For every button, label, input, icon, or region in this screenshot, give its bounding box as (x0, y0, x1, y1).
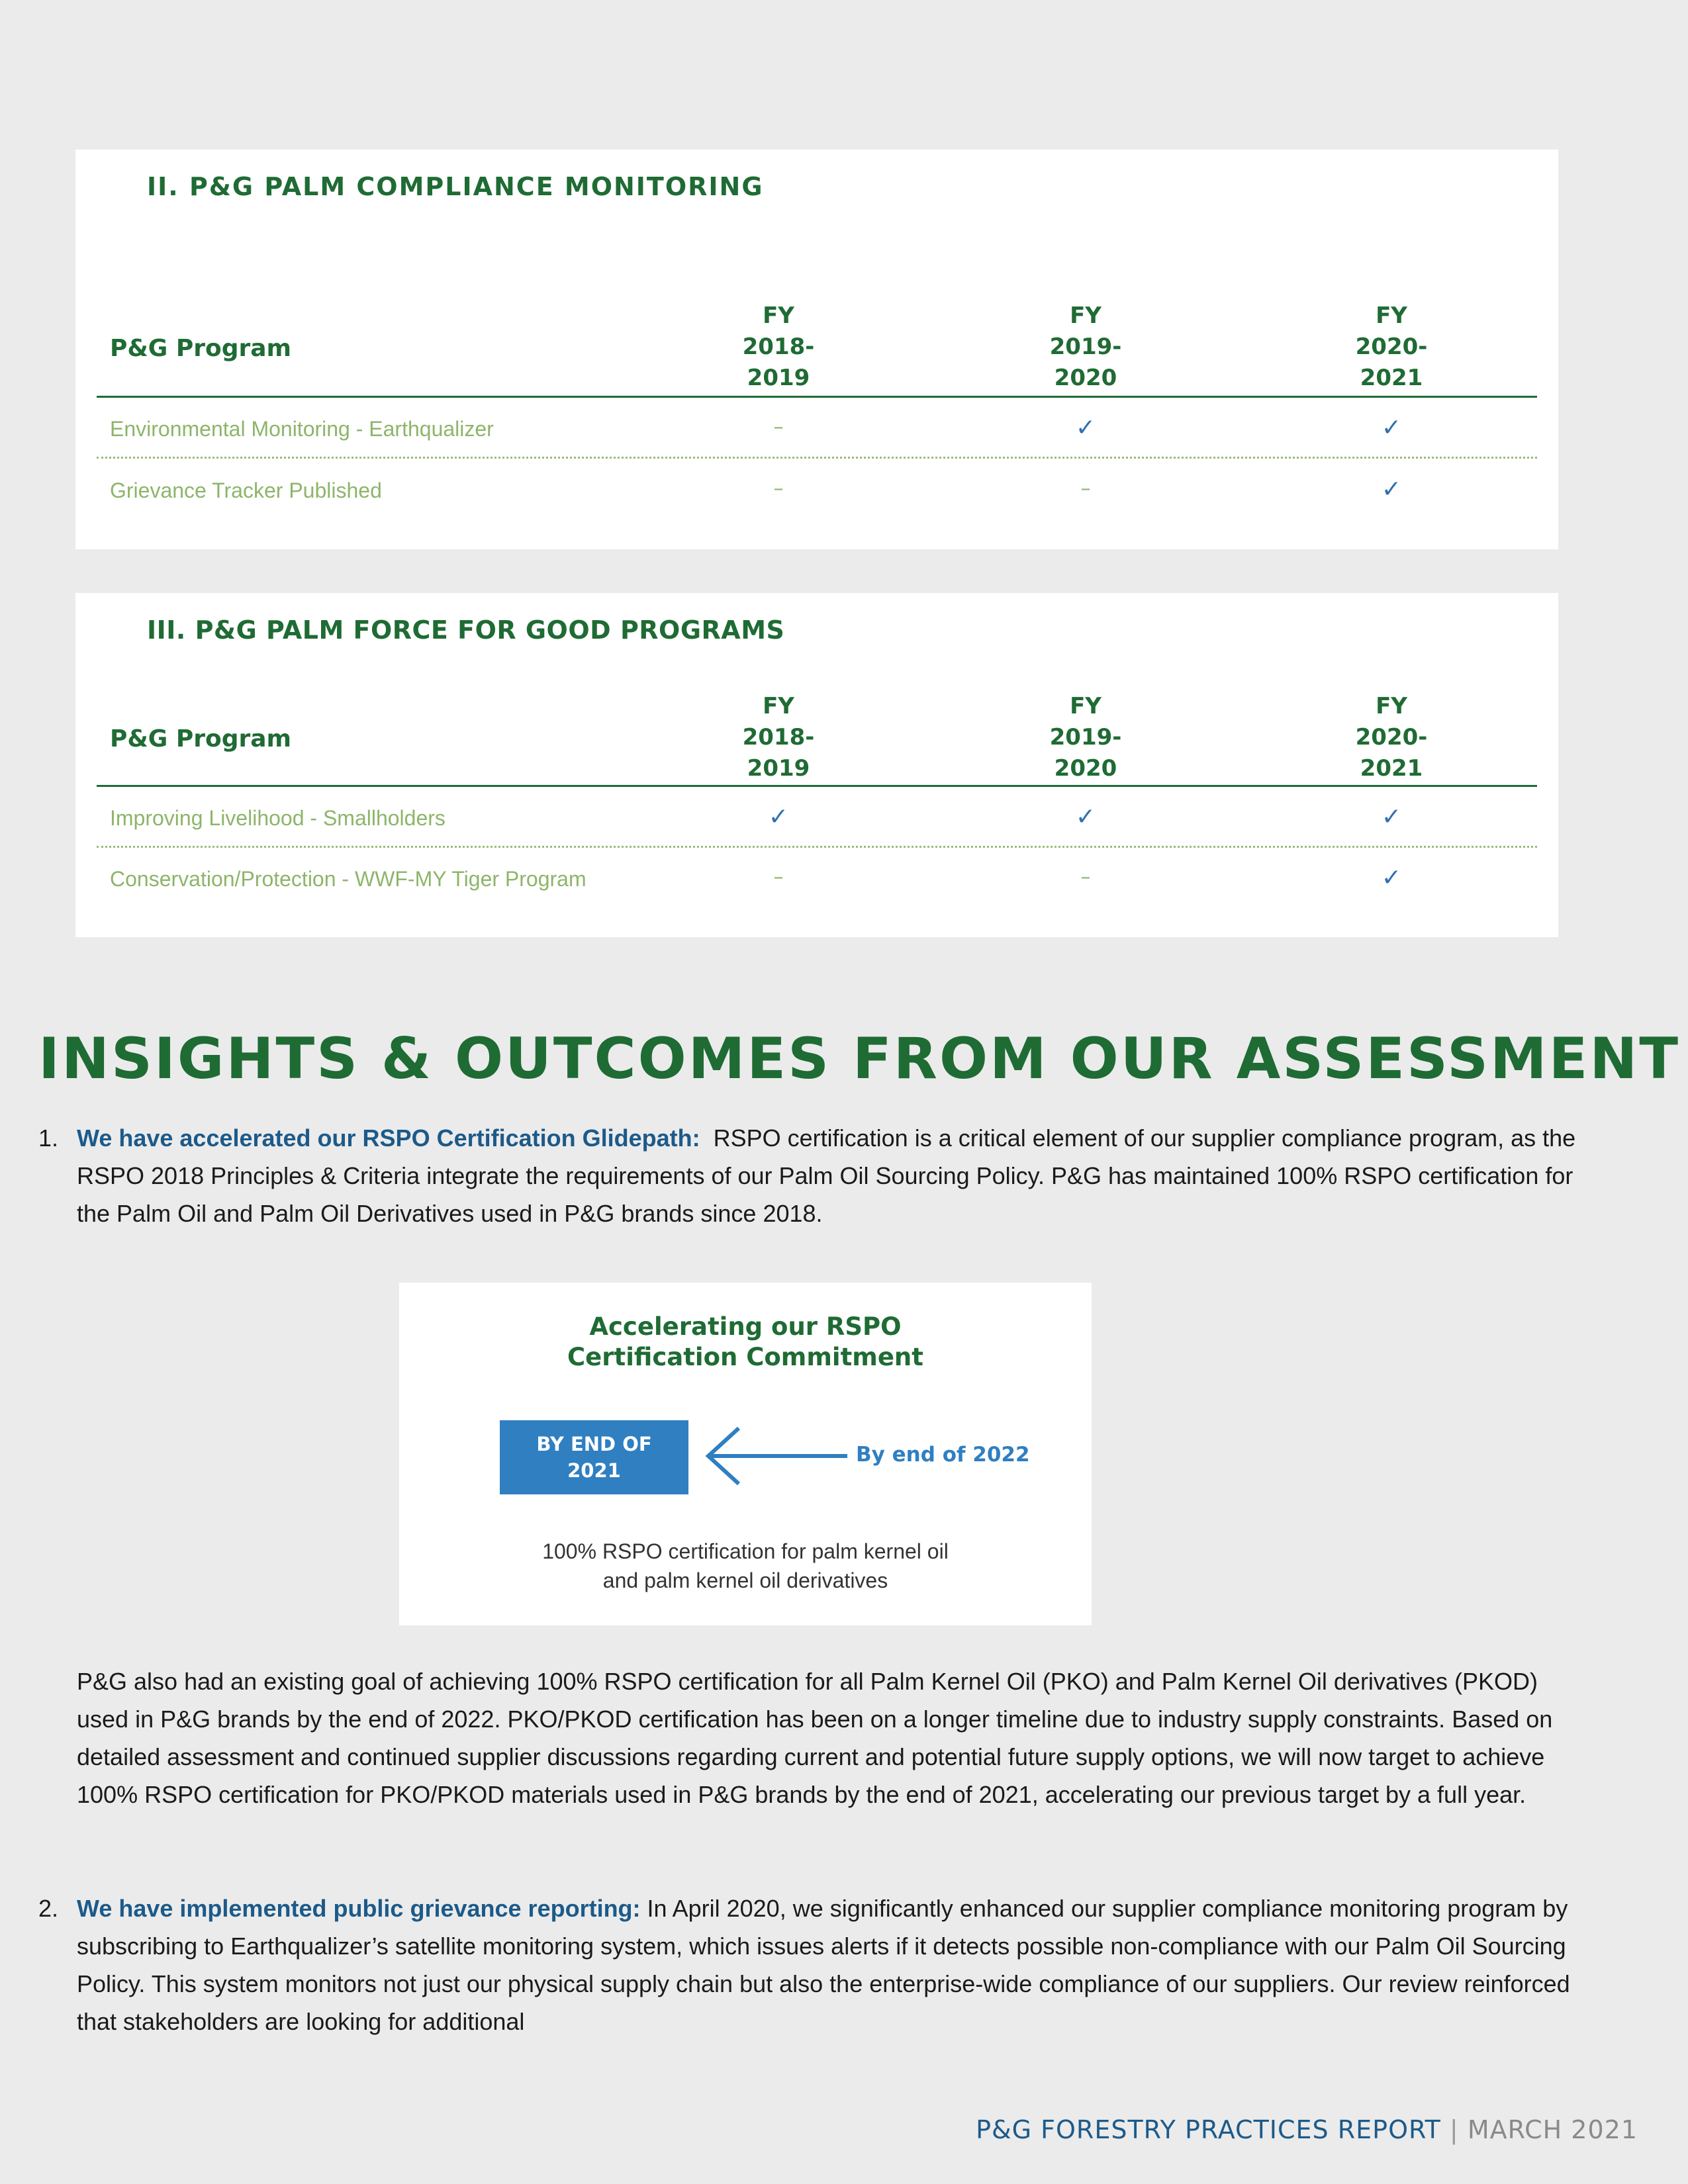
grievance-reporting-lead: We have implemented public grievance reporting: (77, 1895, 641, 1922)
dash-icon: – (773, 866, 784, 889)
left-arrow-icon (700, 1423, 853, 1489)
caption-line-2: and palm kernel oil derivatives (602, 1569, 888, 1592)
compliance-monitoring-card (75, 150, 1558, 549)
fy-2019-2020-header: FY 2019- 2020 (1049, 693, 1122, 782)
insights-heading: INSIGHTS & OUTCOMES FROM OUR ASSESSMENT (38, 1026, 1680, 1092)
checkmark-icon: ✓ (1381, 803, 1402, 831)
row-label-smallholders: Improving Livelihood - Smallholders (110, 806, 445, 830)
checkmark-icon: ✓ (1381, 476, 1402, 503)
checkmark-icon: ✓ (1075, 414, 1096, 441)
compliance-monitoring-title: II. P&G PALM COMPLIANCE MONITORING (147, 172, 764, 201)
dash-icon: – (1080, 866, 1091, 889)
rspo-glidepath-text: RSPO certification is a critical element of our supplier compliance program, as the RSPO 2018 Principles & Criteria integrate the requirements of our Palm Oil Sourcing Policy. P&G has maintained 100% RSPO certification for the Palm Oil and Palm Oil Derivatives used in P&G brands since 2018. (77, 1124, 1583, 1227)
row-label-grievance-tracker: Grievance Tracker Published (110, 478, 382, 502)
row-label-earthqualizer: Environmental Monitoring - Earthqualizer (110, 417, 494, 441)
footer-date: MARCH 2021 (1467, 2115, 1638, 2144)
header-divider (97, 785, 1537, 787)
infographic-title-line-2: Certification Commitment (567, 1343, 923, 1371)
infographic-title-line-1: Accelerating our RSPO (589, 1312, 902, 1341)
dash-icon: – (1080, 477, 1091, 500)
header-divider (97, 396, 1537, 398)
pko-pkod-paragraph: P&G also had an existing goal of achieving 100% RSPO certification for all Palm Kernel Oil (PKO) and Palm Kernel Oil derivatives (PKOD) used in P&G brands by the end of 2022. PKO/PKOD certification has been on a longer timeline due to industry supply constraints. Based on detailed assessment and continued supplier discussions regarding current and potential future supply options, we will now target to achieve 100% RSPO certification for PKO/PKOD materials used in P&G brands by the end of 2021, accelerating our previous target by a full year. (77, 1668, 1553, 1808)
fy-2018-2019-header: FY 2018- 2019 (742, 302, 815, 391)
fy-2020-2021-header: FY 2020- 2021 (1355, 302, 1428, 391)
rspo-commitment-infographic (399, 1283, 1092, 1625)
footer-report-title: P&G FORESTRY PRACTICES REPORT (976, 2115, 1441, 2144)
program-column-header: P&G Program (110, 725, 292, 752)
box-line-2: 2021 (567, 1459, 621, 1482)
infographic-caption (399, 1537, 1092, 1595)
grievance-reporting-paragraph (77, 1889, 1593, 2040)
rspo-glidepath-paragraph (77, 1119, 1593, 1232)
force-for-good-title: III. P&G PALM FORCE FOR GOOD PROGRAMS (147, 615, 785, 645)
row-label-tiger-program: Conservation/Protection - WWF-MY Tiger Program (110, 867, 586, 891)
checkmark-icon: ✓ (1381, 414, 1402, 441)
by-end-of-2021-box (500, 1420, 688, 1494)
infographic-title (399, 1312, 1092, 1373)
dash-icon: – (773, 477, 784, 500)
rspo-glidepath-lead: We have accelerated our RSPO Certification Glidepath: (77, 1124, 700, 1152)
checkmark-icon: ✓ (1381, 864, 1402, 891)
program-column-header: P&G Program (110, 335, 292, 362)
box-line-1: BY END OF (536, 1433, 652, 1455)
force-for-good-card (75, 593, 1558, 937)
fy-2018-2019-header: FY 2018- 2019 (742, 693, 815, 782)
page-footer (976, 2115, 1638, 2144)
checkmark-icon: ✓ (768, 803, 789, 831)
footer-separator: | (1440, 2115, 1468, 2144)
by-end-of-2022-label: By end of 2022 (856, 1443, 1030, 1467)
dash-icon: – (773, 416, 784, 439)
row-divider (97, 846, 1537, 848)
caption-line-1: 100% RSPO certification for palm kernel oil (542, 1539, 949, 1563)
fy-2020-2021-header: FY 2020- 2021 (1355, 693, 1428, 782)
list-number-2: 2. (38, 1895, 59, 1922)
grievance-reporting-text: In April 2020, we significantly enhanced our supplier compliance monitoring program by subscribing to Earthqualizer’s satellite monitoring system, which issues alerts if it detects possible non-compliance with our Palm Oil Sourcing Policy. This system monitors not just our physical supply chain but also the enterprise-wide compliance of our suppliers. Our review reinforced that stakeholders are looking for additional (77, 1895, 1577, 2035)
row-divider (97, 457, 1537, 459)
fy-2019-2020-header: FY 2019- 2020 (1049, 302, 1122, 391)
list-number-1: 1. (38, 1124, 59, 1152)
checkmark-icon: ✓ (1075, 803, 1096, 831)
